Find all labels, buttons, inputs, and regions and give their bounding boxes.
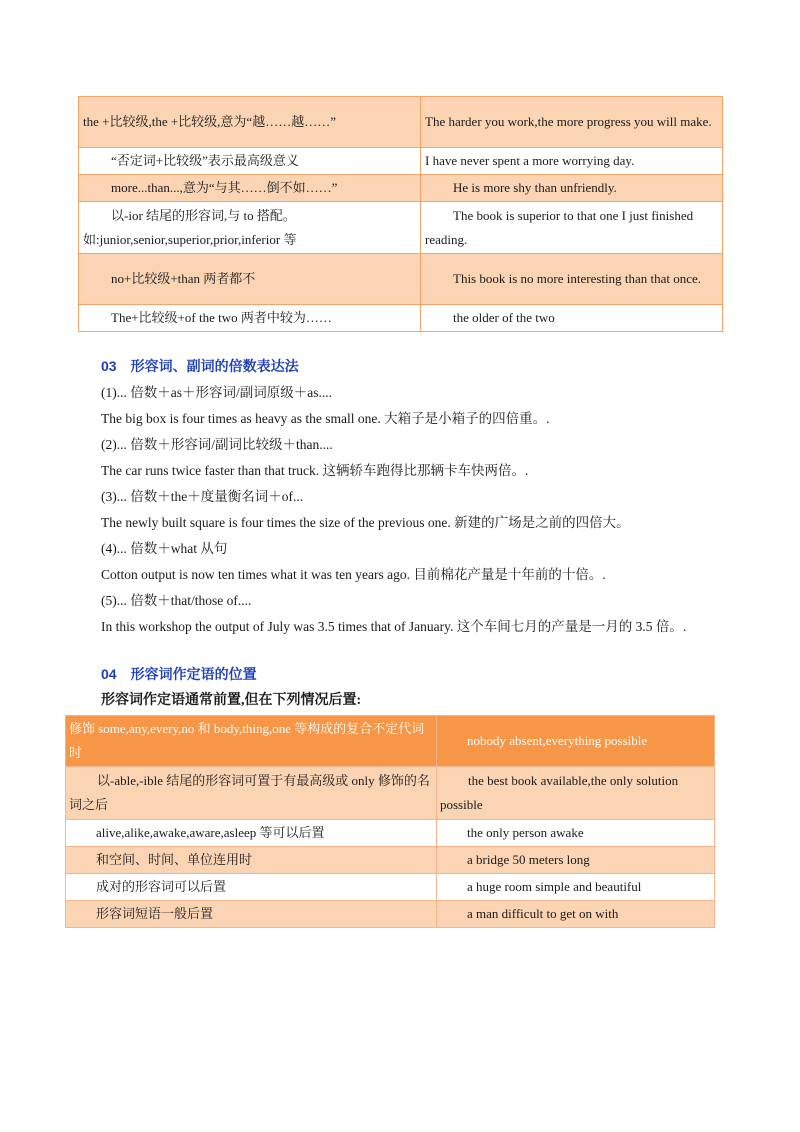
table-row — [66, 874, 715, 901]
table-cell-left: 形容词短语一般后置 — [66, 901, 437, 928]
table-row — [79, 202, 723, 254]
paragraph-line: Cotton output is now ten times what it was ten years ago. 目前棉花产量是十年前的十倍。. — [101, 567, 606, 582]
table-cell-left: The+比较级+of the two 两者中较为…… — [79, 305, 421, 332]
table-cell-left-line: 以-ior 结尾的形容词,与 to 搭配。 — [111, 207, 296, 223]
paragraph-line: (1)... 倍数＋as＋形容词/副词原级＋as.... — [101, 385, 332, 400]
paragraph-line: The newly built square is four times the size of the previous one. 新建的广场是之前的四倍大。 — [101, 515, 630, 530]
table-row — [79, 97, 723, 148]
table-row — [79, 254, 723, 305]
table-row — [66, 901, 715, 928]
table-cell-left-line: 如:junior,senior,superior,prior,inferior 等 — [83, 231, 297, 247]
table-cell-right: a huge room simple and beautiful — [437, 874, 715, 901]
section-heading — [101, 356, 299, 376]
paragraph-line: (3)... 倍数＋the＋度量衡名词＋of... — [101, 489, 304, 504]
table-cell-left: “否定词+比较级”表示最高级意义 — [79, 148, 421, 175]
table-cell-right: a man difficult to get on with — [437, 901, 715, 928]
paragraph-line: (5)... 倍数＋that/those of.... — [101, 593, 252, 608]
section-number: 03 — [101, 358, 117, 374]
paragraph-line: The car runs twice faster than that truck. 这辆轿车跑得比那辆卡车快两倍。. — [101, 463, 529, 478]
table-cell-right: the older of the two — [421, 305, 723, 332]
table-header-row — [66, 716, 715, 767]
table-cell-right: The book is superior to that one I just finished reading. — [421, 202, 723, 254]
paragraph-line: In this workshop the output of July was 3.5 times that of January. 这个车间七月的产量是一月的 3.5 倍。. — [101, 619, 687, 634]
table-cell-right: The harder you work,the more progress you will make. — [421, 97, 723, 148]
table-cell-right: the best book available,the only solution possible — [437, 767, 715, 820]
table-row — [66, 767, 715, 820]
paragraph-line: (4)... 倍数＋what 从句 — [101, 541, 228, 556]
table-cell-right: the only person awake — [437, 820, 715, 847]
table-cell-left: 修饰 some,any,every,no 和 body,thing,one 等构成的复合不定代词时 — [66, 716, 437, 767]
table-cell-left: the +比较级,the +比较级,意为“越……越……” — [79, 97, 421, 148]
section-heading — [101, 664, 257, 684]
table-cell-right: a bridge 50 meters long — [437, 847, 715, 874]
table-cell-left: 和空间、时间、单位连用时 — [66, 847, 437, 874]
section-number: 04 — [101, 666, 117, 682]
table-cell-left: alive,alike,awake,aware,asleep 等可以后置 — [66, 820, 437, 847]
comparative-usage-table — [78, 96, 723, 332]
table-cell-left: no+比较级+than 两者都不 — [79, 254, 421, 305]
table-cell-left — [79, 202, 421, 254]
table-cell-right: This book is no more interesting than that once. — [421, 254, 723, 305]
table-row — [66, 820, 715, 847]
table-cell-left: more...than...,意为“与其……倒不如……” — [79, 175, 421, 202]
paragraph-line: (2)... 倍数＋形容词/副词比较级＋than.... — [101, 437, 333, 452]
section-subtitle: 形容词作定语通常前置,但在下列情况后置: — [101, 693, 362, 708]
paragraph-line: The big box is four times as heavy as the small one. 大箱子是小箱子的四倍重。. — [101, 411, 550, 426]
table-cell-right: nobody absent,everything possible — [437, 716, 715, 767]
table-cell-right: He is more shy than unfriendly. — [421, 175, 723, 202]
table-cell-right: I have never spent a more worrying day. — [421, 148, 723, 175]
attributive-adjective-table — [65, 715, 715, 928]
table-cell-left: 以-able,-ible 结尾的形容词可置于有最高级或 only 修饰的名词之后 — [66, 767, 437, 820]
table-row — [79, 305, 723, 332]
table-row — [79, 148, 723, 175]
table-row — [79, 175, 723, 202]
section-title: 形容词作定语的位置 — [130, 666, 257, 682]
table-cell-left: 成对的形容词可以后置 — [66, 874, 437, 901]
section-title: 形容词、副词的倍数表达法 — [130, 358, 299, 374]
table-row — [66, 847, 715, 874]
